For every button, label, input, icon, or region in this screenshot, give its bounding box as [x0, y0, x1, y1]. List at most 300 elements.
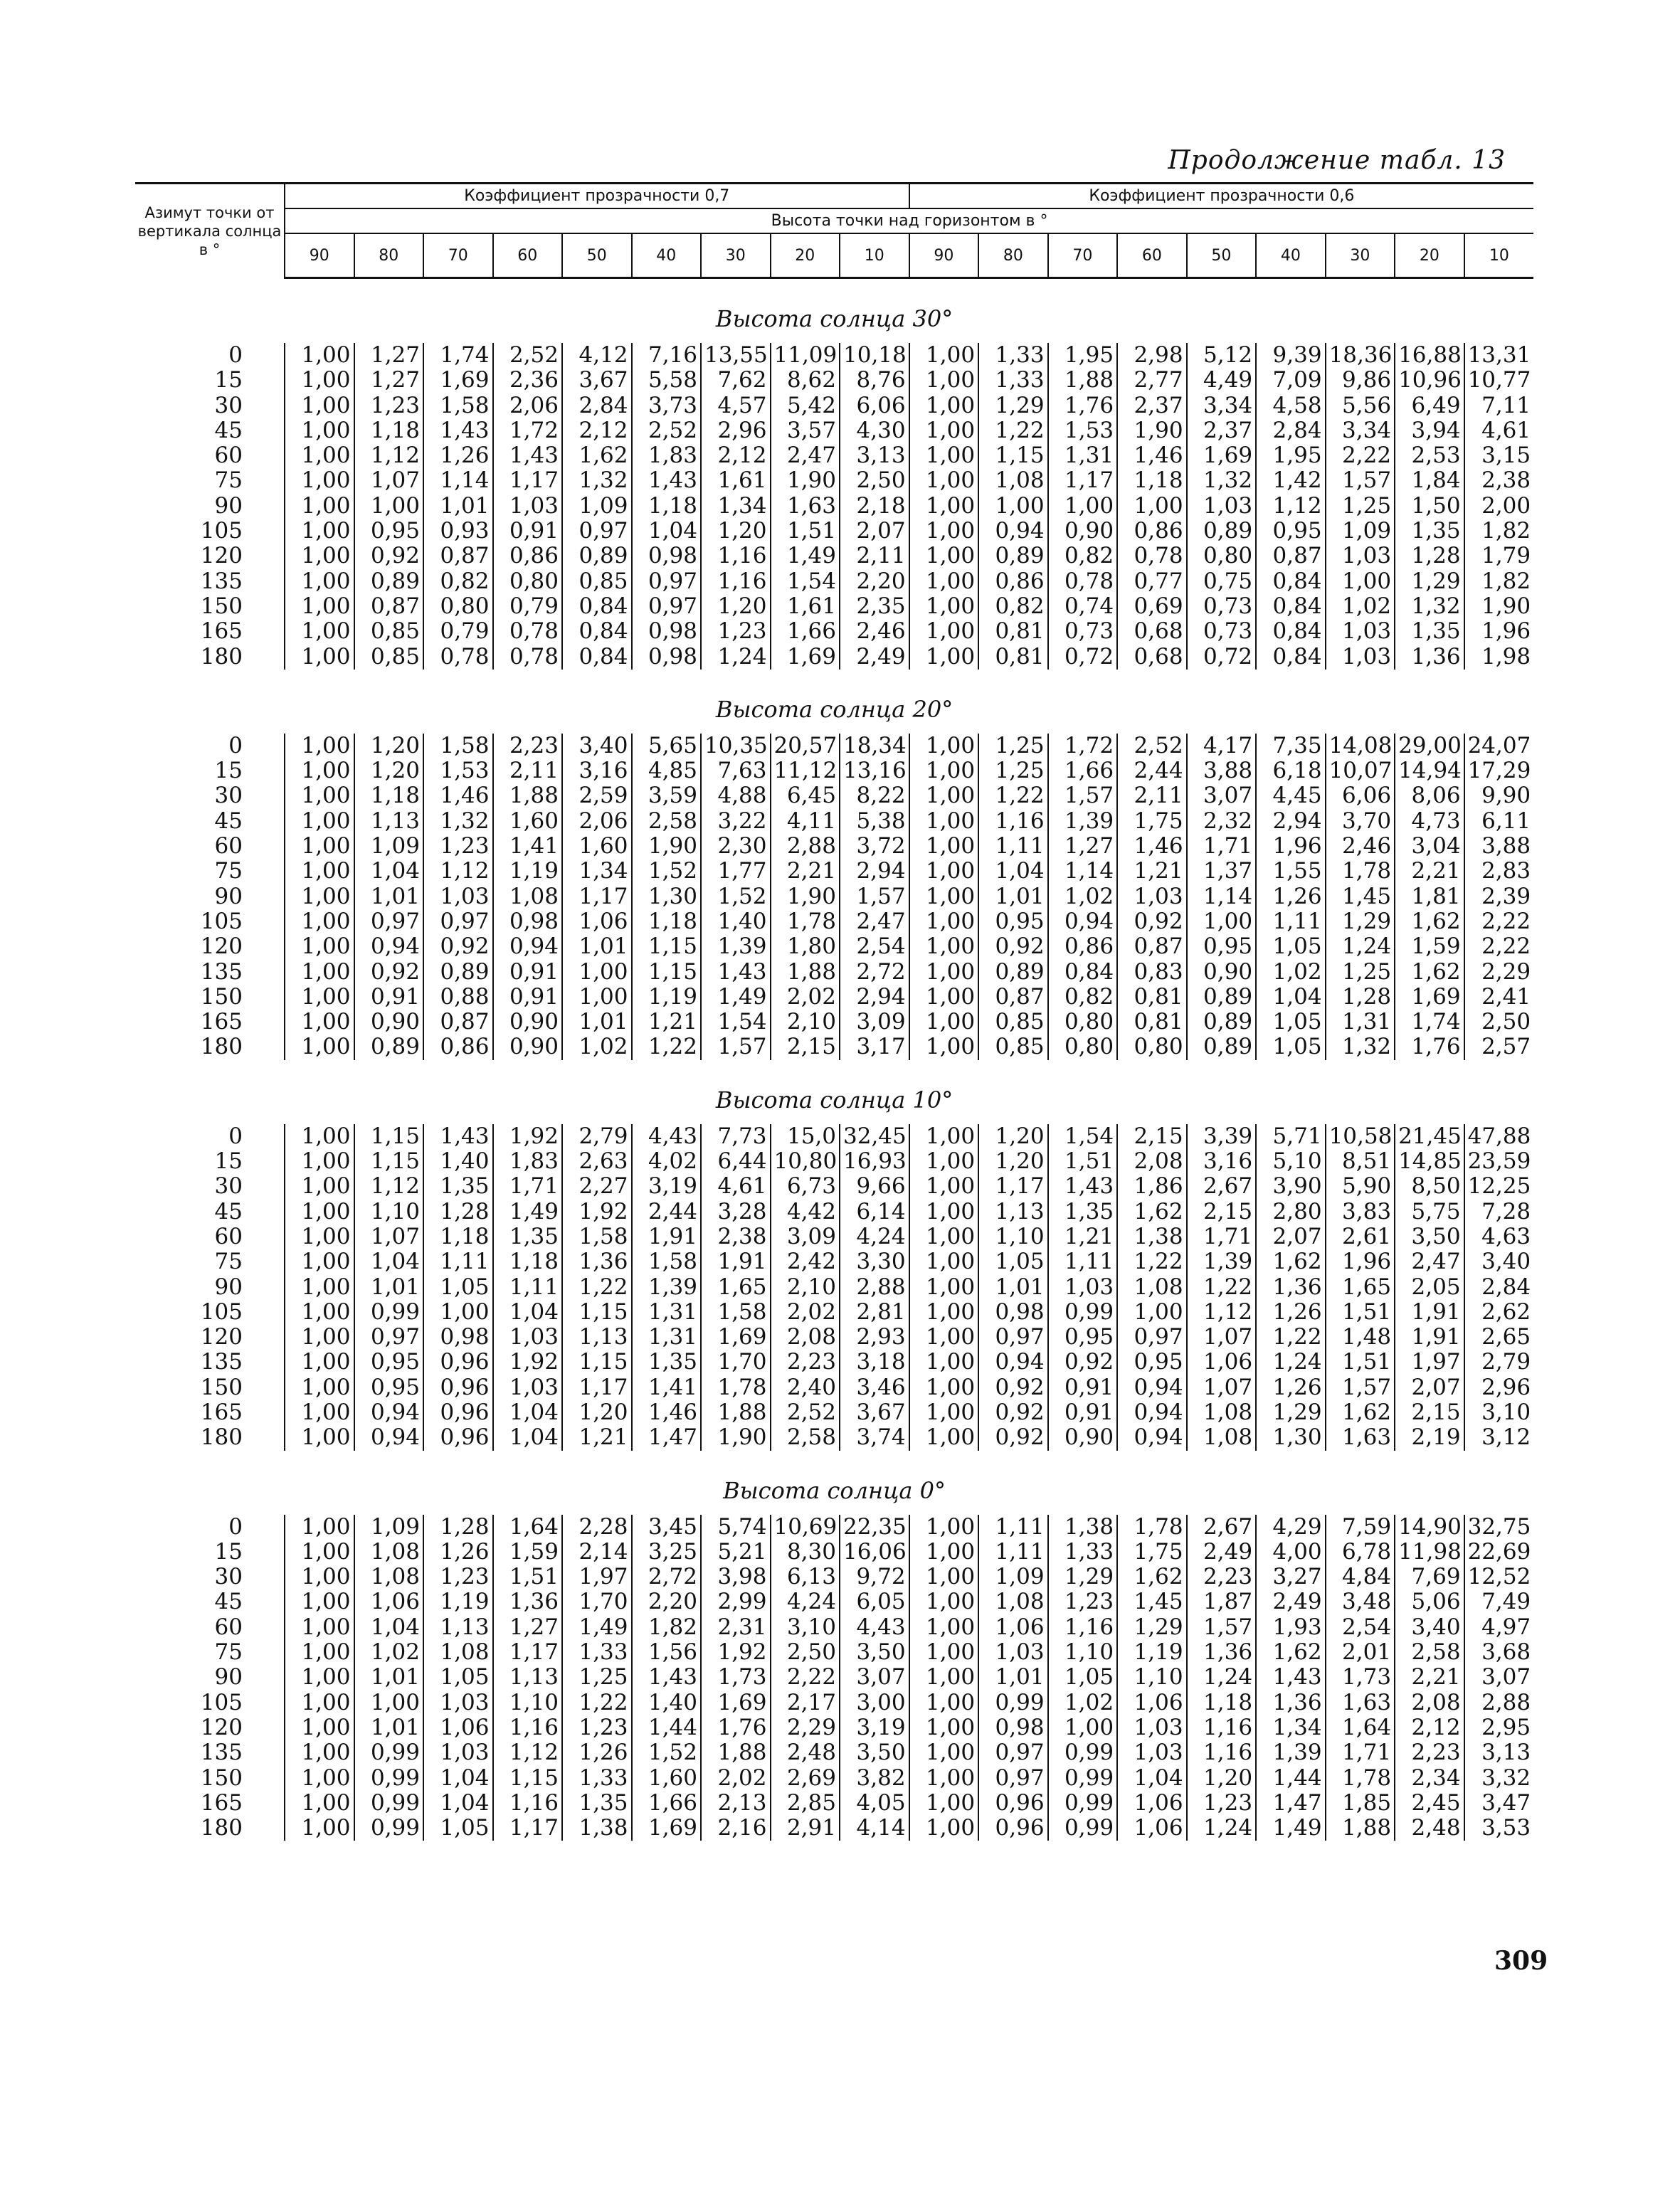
value-cell: 14,85 [1395, 1149, 1464, 1174]
value-cell: 2,15 [1395, 1400, 1464, 1425]
value-cell: 1,00 [909, 1010, 979, 1035]
value-cell: 1,02 [1256, 960, 1326, 985]
value-cell: 0,80 [1187, 544, 1257, 568]
value-cell: 0,94 [978, 1350, 1048, 1375]
value-cell: 1,76 [701, 1715, 771, 1740]
value-cell: 5,12 [1187, 343, 1257, 368]
value-cell: 2,28 [562, 1515, 632, 1540]
value-cell: 0,96 [423, 1375, 493, 1400]
value-cell: 1,14 [1048, 859, 1118, 884]
value-cell: 0,72 [1187, 645, 1257, 670]
value-cell: 1,22 [978, 418, 1048, 443]
value-cell: 6,49 [1395, 393, 1464, 418]
value-cell: 1,12 [1256, 494, 1326, 519]
table-row [135, 468, 1533, 493]
value-cell: 0,87 [423, 544, 493, 568]
value-cell: 1,39 [632, 1275, 702, 1300]
value-cell: 8,22 [840, 783, 909, 808]
value-cell: 0,84 [1256, 619, 1326, 644]
value-cell: 1,78 [701, 1375, 771, 1400]
value-cell: 1,74 [423, 343, 493, 368]
value-cell: 1,62 [1117, 1200, 1187, 1224]
value-cell: 1,15 [354, 1149, 424, 1174]
value-cell: 1,11 [1256, 909, 1326, 934]
value-cell: 12,25 [1467, 1173, 1531, 1200]
value-cell: 2,77 [1117, 368, 1187, 393]
azimuth-cell: 105 [135, 519, 285, 544]
value-cell: 13,31 [1467, 342, 1531, 368]
section-title-row [135, 278, 1533, 344]
value-cell: 1,23 [354, 393, 424, 418]
value-cell: 2,35 [840, 594, 909, 619]
value-cell: 1,26 [423, 1540, 493, 1565]
value-cell: 5,06 [1395, 1589, 1464, 1614]
value-cell: 1,06 [1117, 1691, 1187, 1715]
value-cell: 1,00 [1117, 494, 1187, 519]
value-cell: 1,54 [701, 1010, 771, 1035]
azimuth-cell: 60 [135, 1615, 285, 1640]
value-cell: 1,76 [1048, 393, 1118, 418]
value-cell: 1,00 [909, 834, 979, 859]
value-cell: 2,17 [771, 1691, 840, 1715]
value-cell: 1,00 [909, 1791, 979, 1816]
table-row [135, 859, 1533, 884]
value-cell: 1,00 [285, 1515, 354, 1540]
value-cell: 1,10 [1117, 1665, 1187, 1690]
value-cell: 1,21 [1117, 859, 1187, 884]
value-cell: 3,40 [1481, 1249, 1531, 1275]
azimuth-cell: 120 [135, 934, 285, 959]
value-cell: 2,12 [562, 418, 632, 443]
value-cell: 1,39 [1048, 809, 1118, 834]
value-cell: 1,13 [354, 809, 424, 834]
value-cell: 1,03 [1326, 645, 1395, 670]
table-row [135, 1010, 1533, 1035]
table-row [135, 834, 1533, 859]
value-cell: 8,30 [771, 1540, 840, 1565]
value-cell: 23,59 [1467, 1148, 1531, 1175]
value-cell: 1,00 [285, 393, 354, 418]
value-cell: 1,00 [285, 1589, 354, 1614]
value-cell: 1,20 [354, 734, 424, 758]
value-cell: 18,34 [840, 734, 909, 758]
value-cell: 1,65 [1326, 1275, 1395, 1300]
value-cell: 1,00 [909, 809, 979, 834]
value-cell: 0,86 [1117, 519, 1187, 544]
value-cell: 7,35 [1256, 734, 1326, 758]
value-cell: 1,00 [285, 1124, 354, 1149]
value-cell: 0,84 [1256, 569, 1326, 594]
section-title: Высота солнца 20° [715, 695, 953, 723]
value-cell: 1,03 [423, 1691, 493, 1715]
value-cell: 1,09 [978, 1565, 1048, 1589]
value-cell: 1,00 [909, 1124, 979, 1149]
value-cell: 1,96 [1326, 1249, 1395, 1274]
value-cell: 3,46 [840, 1375, 909, 1400]
value-cell: 1,19 [632, 985, 702, 1010]
value-cell: 1,59 [493, 1540, 563, 1565]
value-cell: 1,03 [1326, 544, 1395, 568]
value-cell: 1,49 [771, 544, 840, 568]
value-cell: 2,45 [1395, 1791, 1464, 1816]
value-cell: 0,92 [978, 1425, 1048, 1450]
value-cell: 1,91 [632, 1224, 702, 1249]
value-cell: 1,00 [909, 569, 979, 594]
value-cell: 1,51 [1048, 1149, 1118, 1174]
column-header-height: 60 [493, 233, 563, 278]
value-cell: 16,88 [1395, 343, 1464, 368]
value-cell: 2,84 [562, 393, 632, 418]
value-cell: 1,00 [909, 1425, 979, 1450]
value-cell: 3,30 [840, 1249, 909, 1274]
value-cell: 1,82 [632, 1615, 702, 1640]
value-cell: 1,88 [1326, 1816, 1395, 1841]
value-cell: 1,62 [1117, 1565, 1187, 1589]
value-cell: 1,24 [1326, 934, 1395, 959]
value-cell: 1,00 [285, 519, 354, 544]
value-cell: 0,69 [1117, 594, 1187, 619]
value-cell: 1,00 [909, 1766, 979, 1791]
value-cell: 1,62 [1395, 909, 1464, 934]
value-cell: 0,80 [1048, 1010, 1118, 1035]
value-cell: 1,62 [1256, 1640, 1326, 1665]
value-cell: 1,10 [354, 1200, 424, 1224]
value-cell: 1,75 [1117, 809, 1187, 834]
value-cell: 5,10 [1256, 1149, 1326, 1174]
value-cell: 2,49 [1256, 1589, 1326, 1614]
value-cell: 0,82 [978, 594, 1048, 619]
value-cell: 3,07 [1187, 783, 1257, 808]
value-cell: 1,19 [423, 1589, 493, 1614]
value-cell: 1,88 [701, 1400, 771, 1425]
value-cell: 1,00 [909, 783, 979, 808]
value-cell: 0,89 [978, 544, 1048, 568]
value-cell: 8,76 [840, 368, 909, 393]
value-cell: 0,86 [493, 544, 563, 568]
value-cell: 2,42 [771, 1249, 840, 1274]
value-cell: 1,35 [562, 1791, 632, 1816]
value-cell: 1,29 [1048, 1565, 1118, 1589]
value-cell: 0,85 [978, 1010, 1048, 1035]
value-cell: 2,94 [1256, 809, 1326, 834]
value-cell: 1,23 [701, 619, 771, 644]
column-header-height: 30 [1326, 233, 1395, 278]
value-cell: 1,10 [978, 1224, 1048, 1249]
value-cell: 0,89 [1187, 1010, 1257, 1035]
azimuth-cell: 45 [135, 1200, 285, 1224]
value-cell: 1,00 [285, 418, 354, 443]
value-cell: 1,00 [909, 859, 979, 884]
value-cell: 1,62 [562, 443, 632, 468]
value-cell: 1,00 [285, 834, 354, 859]
value-cell: 0,94 [354, 1425, 424, 1450]
value-cell: 1,15 [632, 934, 702, 959]
value-cell: 2,50 [840, 468, 909, 493]
value-cell: 0,97 [1117, 1325, 1187, 1350]
value-cell: 3,47 [1481, 1789, 1531, 1816]
value-cell: 1,83 [632, 443, 702, 468]
value-cell: 7,09 [1256, 368, 1326, 393]
value-cell: 0,97 [354, 1325, 424, 1350]
value-cell: 0,88 [423, 985, 493, 1010]
value-cell: 1,30 [632, 884, 702, 909]
value-cell: 1,00 [285, 884, 354, 909]
value-cell: 5,65 [632, 734, 702, 758]
value-cell: 1,81 [1395, 884, 1464, 909]
value-cell: 1,06 [1187, 1350, 1257, 1375]
column-header-height: 40 [1256, 233, 1326, 278]
value-cell: 1,49 [1256, 1816, 1326, 1841]
value-cell: 1,48 [1326, 1325, 1395, 1350]
value-cell: 1,00 [978, 494, 1048, 519]
value-cell: 0,99 [1048, 1740, 1118, 1765]
value-cell: 1,82 [1481, 518, 1531, 544]
value-cell: 1,04 [493, 1300, 563, 1325]
value-cell: 1,78 [1326, 859, 1395, 884]
column-header-height: 50 [1187, 233, 1257, 278]
table-row [135, 569, 1533, 594]
value-cell: 11,09 [771, 343, 840, 368]
value-cell: 1,71 [1187, 834, 1257, 859]
value-cell: 1,06 [1117, 1816, 1187, 1841]
value-cell: 1,00 [909, 1400, 979, 1425]
value-cell: 3,48 [1326, 1589, 1395, 1614]
value-cell: 2,15 [771, 1035, 840, 1059]
value-cell: 3,73 [632, 393, 702, 418]
value-cell: 1,08 [978, 468, 1048, 493]
value-cell: 1,95 [1256, 443, 1326, 468]
value-cell: 1,17 [493, 1640, 563, 1665]
value-cell: 1,88 [493, 783, 563, 808]
value-cell: 1,53 [1048, 418, 1118, 443]
value-cell: 14,08 [1326, 734, 1395, 758]
value-cell: 1,35 [423, 1174, 493, 1199]
value-cell: 2,23 [493, 734, 563, 758]
table-continuation-caption: Продолжение табл. 13 [1168, 146, 1506, 175]
value-cell: 1,22 [632, 1035, 702, 1059]
value-cell: 3,34 [1187, 393, 1257, 418]
value-cell: 1,49 [493, 1200, 563, 1224]
table-row [135, 934, 1533, 959]
value-cell: 1,20 [978, 1149, 1048, 1174]
value-cell: 1,20 [354, 758, 424, 783]
value-cell: 0,97 [978, 1325, 1048, 1350]
value-cell: 10,35 [701, 734, 771, 758]
value-cell: 1,00 [909, 1589, 979, 1614]
value-cell: 1,24 [1187, 1816, 1257, 1841]
value-cell: 2,48 [1395, 1816, 1464, 1841]
value-cell: 1,00 [285, 368, 354, 393]
value-cell: 1,02 [562, 1035, 632, 1059]
azimuth-cell: 75 [135, 1249, 285, 1274]
value-cell: 1,00 [909, 734, 979, 758]
value-cell: 1,59 [1395, 934, 1464, 959]
table-row [135, 1691, 1533, 1715]
value-cell: 1,98 [1481, 643, 1531, 670]
value-cell: 1,88 [771, 960, 840, 985]
value-cell: 0,97 [354, 909, 424, 934]
value-cell: 8,06 [1395, 783, 1464, 808]
value-cell: 3,98 [701, 1565, 771, 1589]
value-cell: 1,00 [909, 368, 979, 393]
table-row [135, 1740, 1533, 1765]
value-cell: 1,04 [978, 859, 1048, 884]
value-cell: 0,87 [354, 594, 424, 619]
value-cell: 2,14 [562, 1540, 632, 1565]
value-cell: 1,03 [1117, 1740, 1187, 1765]
value-cell: 3,19 [840, 1715, 909, 1740]
value-cell: 1,08 [1117, 1275, 1187, 1300]
value-cell: 1,54 [771, 569, 840, 594]
value-cell: 1,29 [1395, 569, 1464, 594]
value-cell: 2,53 [1395, 443, 1464, 468]
value-cell: 17,29 [1467, 758, 1531, 784]
value-cell: 16,06 [840, 1540, 909, 1565]
value-cell: 1,23 [423, 1565, 493, 1589]
column-header-height: 10 [840, 233, 909, 278]
value-cell: 1,19 [493, 859, 563, 884]
value-cell: 1,15 [493, 1766, 563, 1791]
value-cell: 0,89 [354, 1035, 424, 1059]
value-cell: 1,83 [493, 1149, 563, 1174]
value-cell: 1,91 [701, 1249, 771, 1274]
value-cell: 2,01 [1326, 1640, 1395, 1665]
value-cell: 1,07 [1187, 1375, 1257, 1400]
value-cell: 2,38 [1481, 467, 1531, 494]
value-cell: 1,36 [1256, 1275, 1326, 1300]
value-cell: 1,00 [909, 1565, 979, 1589]
value-cell: 2,69 [771, 1766, 840, 1791]
azimuth-cell: 15 [135, 1540, 285, 1565]
value-cell: 2,67 [1187, 1515, 1257, 1540]
value-cell: 1,06 [423, 1715, 493, 1740]
azimuth-cell: 135 [135, 1350, 285, 1375]
value-cell: 2,15 [1117, 1124, 1187, 1149]
value-cell: 3,22 [701, 809, 771, 834]
value-cell: 1,00 [285, 1816, 354, 1841]
table-row [135, 758, 1533, 783]
table-row [135, 443, 1533, 468]
table-row [135, 1715, 1533, 1740]
value-cell: 2,06 [493, 393, 563, 418]
table-row [135, 594, 1533, 619]
value-cell: 1,00 [909, 758, 979, 783]
value-cell: 1,75 [1117, 1540, 1187, 1565]
azimuth-cell: 180 [135, 1425, 285, 1450]
value-cell: 4,61 [701, 1174, 771, 1199]
value-cell: 1,46 [423, 783, 493, 808]
value-cell: 3,72 [840, 834, 909, 859]
value-cell: 1,78 [1326, 1766, 1395, 1791]
value-cell: 7,11 [1481, 392, 1531, 418]
value-cell: 1,58 [562, 1224, 632, 1249]
value-cell: 1,00 [909, 1149, 979, 1174]
value-cell: 0,73 [1187, 594, 1257, 619]
value-cell: 0,74 [1048, 594, 1118, 619]
azimuth-cell: 75 [135, 859, 285, 884]
table-row [135, 1275, 1533, 1300]
value-cell: 0,96 [978, 1816, 1048, 1841]
section-title: Высота солнца 30° [715, 305, 953, 332]
value-cell: 1,86 [1117, 1174, 1187, 1199]
value-cell: 1,58 [423, 734, 493, 758]
value-cell: 1,27 [354, 343, 424, 368]
value-cell: 1,60 [562, 834, 632, 859]
value-cell: 1,00 [285, 1249, 354, 1274]
value-cell: 1,23 [562, 1715, 632, 1740]
value-cell: 6,13 [771, 1565, 840, 1589]
value-cell: 1,79 [1481, 543, 1531, 569]
value-cell: 0,99 [1048, 1791, 1118, 1816]
value-cell: 1,27 [354, 368, 424, 393]
azimuth-cell: 180 [135, 1035, 285, 1059]
value-cell: 11,12 [771, 758, 840, 783]
value-cell: 1,43 [423, 418, 493, 443]
value-cell: 1,17 [978, 1174, 1048, 1199]
value-cell: 0,90 [1187, 960, 1257, 985]
value-cell: 3,45 [632, 1515, 702, 1540]
value-cell: 2,21 [1395, 1665, 1464, 1690]
value-cell: 1,38 [1117, 1224, 1187, 1249]
value-cell: 2,29 [1481, 958, 1531, 985]
value-cell: 0,82 [1048, 544, 1118, 568]
value-cell: 1,10 [1048, 1640, 1118, 1665]
value-cell: 1,01 [354, 1665, 424, 1690]
value-cell: 1,02 [354, 1640, 424, 1665]
value-cell: 1,00 [909, 1540, 979, 1565]
azimuth-cell: 60 [135, 443, 285, 468]
value-cell: 1,05 [978, 1249, 1048, 1274]
value-cell: 1,06 [978, 1615, 1048, 1640]
value-cell: 1,00 [285, 1565, 354, 1589]
azimuth-cell: 180 [135, 645, 285, 670]
value-cell: 1,31 [632, 1325, 702, 1350]
value-cell: 0,73 [1048, 619, 1118, 644]
value-cell: 1,04 [1256, 985, 1326, 1010]
value-cell: 1,00 [285, 443, 354, 468]
value-cell: 2,81 [840, 1300, 909, 1325]
value-cell: 6,44 [701, 1149, 771, 1174]
value-cell: 2,52 [493, 343, 563, 368]
value-cell: 1,69 [701, 1691, 771, 1715]
azimuth-cell: 0 [135, 343, 285, 368]
value-cell: 1,00 [909, 1691, 979, 1715]
value-cell: 0,95 [354, 1350, 424, 1375]
value-cell: 3,16 [1187, 1149, 1257, 1174]
value-cell: 0,72 [1048, 645, 1118, 670]
value-cell: 5,75 [1395, 1200, 1464, 1224]
section-title-row [135, 670, 1533, 734]
value-cell: 2,16 [701, 1816, 771, 1841]
value-cell: 1,08 [423, 1640, 493, 1665]
value-cell: 1,00 [909, 468, 979, 493]
value-cell: 0,89 [562, 544, 632, 568]
value-cell: 1,29 [1117, 1615, 1187, 1640]
value-cell: 0,89 [423, 960, 493, 985]
value-cell: 1,58 [632, 1249, 702, 1274]
value-cell: 3,12 [1481, 1424, 1531, 1451]
value-cell: 0,80 [1048, 1035, 1118, 1059]
value-cell: 0,95 [978, 909, 1048, 934]
value-cell: 0,92 [1048, 1350, 1118, 1375]
table-row [135, 1325, 1533, 1350]
value-cell: 1,16 [1048, 1615, 1118, 1640]
value-cell: 3,50 [840, 1640, 909, 1665]
value-cell: 1,00 [909, 1174, 979, 1199]
value-cell: 1,35 [493, 1224, 563, 1249]
value-cell: 0,97 [632, 569, 702, 594]
column-header-row [135, 233, 1533, 278]
